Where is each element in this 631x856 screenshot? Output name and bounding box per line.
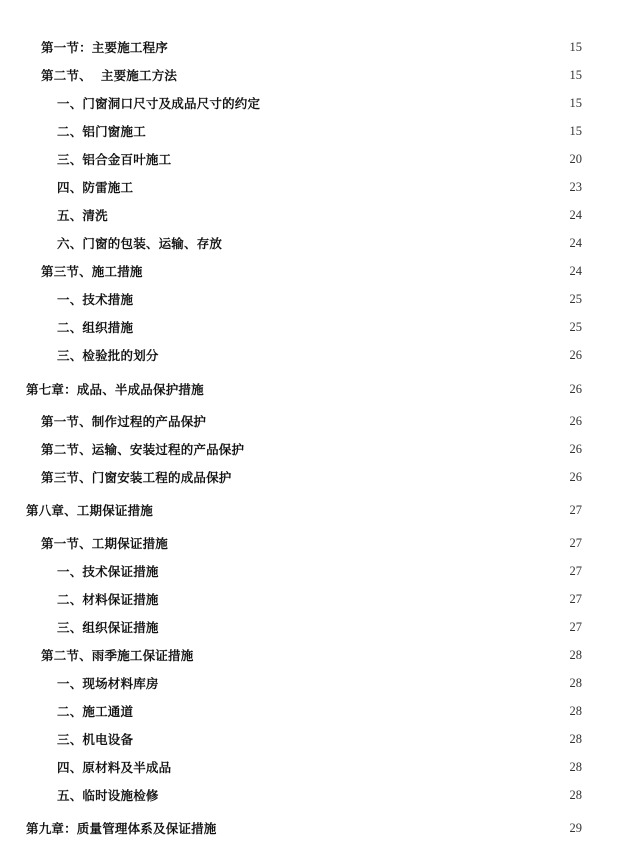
toc-page-number: 15	[569, 39, 582, 54]
toc-dot-leader	[248, 438, 566, 460]
toc-page-number: 26	[569, 441, 582, 456]
toc-entry[interactable]	[0, 344, 631, 366]
toc-entry-title: 六、门窗的包装、运输、存放	[57, 236, 223, 251]
toc-dot-leader	[226, 232, 566, 254]
toc-page-number: 28	[569, 647, 582, 662]
toc-dot-leader	[221, 817, 566, 839]
toc-entry[interactable]	[0, 92, 631, 114]
toc-page-number: 24	[569, 263, 582, 278]
toc-entry-title: 第九章：质量管理体系及保证措施	[26, 821, 217, 836]
toc-entry[interactable]	[0, 176, 631, 198]
toc-entry-title: 第一节、工期保证措施	[41, 536, 169, 551]
toc-entry-title: 二、施工通道	[57, 704, 134, 719]
toc-dot-leader	[163, 616, 566, 638]
toc-entry-title: 第二节、运输、安装过程的产品保护	[41, 442, 245, 457]
toc-entry-title: 二、材料保证措施	[57, 592, 159, 607]
toc-page-number: 20	[569, 151, 582, 166]
toc-dot-leader	[236, 466, 566, 488]
toc-entry[interactable]	[0, 260, 631, 282]
toc-dot-leader	[137, 316, 566, 338]
toc-dot-leader	[163, 588, 566, 610]
toc-dot-leader	[264, 92, 566, 114]
toc-entry-title: 第三节、施工措施	[41, 264, 143, 279]
toc-page-number: 27	[569, 563, 582, 578]
toc-entry[interactable]	[0, 204, 631, 226]
toc-dot-leader	[112, 204, 566, 226]
toc-page-number: 27	[569, 619, 582, 634]
toc-entry[interactable]	[0, 817, 631, 839]
toc-page-number: 27	[569, 502, 582, 517]
toc-page-number: 28	[569, 675, 582, 690]
toc-entry-title: 一、技术保证措施	[57, 564, 159, 579]
toc-dot-leader	[137, 700, 566, 722]
toc-entry-title: 五、临时设施检修	[57, 788, 159, 803]
toc-page-number: 25	[569, 291, 582, 306]
toc-entry-title: 一、现场材料库房	[57, 676, 159, 691]
toc-dot-leader	[137, 176, 566, 198]
toc-entry[interactable]	[0, 644, 631, 666]
toc-dot-leader	[163, 672, 566, 694]
toc-dot-leader	[208, 378, 566, 400]
toc-page-number: 26	[569, 469, 582, 484]
toc-entry-title: 第一节、制作过程的产品保护	[41, 414, 207, 429]
toc-page-number: 15	[569, 95, 582, 110]
toc-page-number: 26	[569, 347, 582, 362]
toc-dot-leader	[172, 532, 566, 554]
toc-entry[interactable]	[0, 672, 631, 694]
toc-entry[interactable]	[0, 316, 631, 338]
toc-entry[interactable]	[0, 148, 631, 170]
toc-entry-title: 四、防雷施工	[57, 180, 134, 195]
toc-entry-title: 三、机电设备	[57, 732, 134, 747]
toc-dot-leader	[137, 288, 566, 310]
toc-page-number: 15	[569, 67, 582, 82]
toc-dot-leader	[137, 728, 566, 750]
toc-entry[interactable]	[0, 728, 631, 750]
toc-entry[interactable]	[0, 499, 631, 521]
toc-entry-title: 第七章：成品、半成品保护措施	[26, 382, 204, 397]
toc-dot-leader	[147, 260, 566, 282]
toc-entry-title: 一、技术措施	[57, 292, 134, 307]
toc-entry[interactable]	[0, 588, 631, 610]
toc-entry-title: 五、清洗	[57, 208, 108, 223]
toc-page-number: 29	[569, 820, 582, 835]
toc-entry[interactable]	[0, 700, 631, 722]
toc-dot-leader	[175, 148, 566, 170]
toc-dot-leader	[157, 499, 566, 521]
toc-page-number: 27	[569, 535, 582, 550]
toc-page-number: 23	[569, 179, 582, 194]
toc-entry-title: 第八章、工期保证措施	[26, 503, 154, 518]
toc-entry-title: 第二节、 主要施工方法	[41, 68, 178, 83]
toc-entry-title: 四、原材料及半成品	[57, 760, 172, 775]
toc-entry[interactable]	[0, 64, 631, 86]
toc-dot-leader	[163, 344, 566, 366]
toc-dot-leader	[172, 36, 566, 58]
toc-entry[interactable]	[0, 438, 631, 460]
toc-page-number: 26	[569, 381, 582, 396]
toc-dot-leader	[163, 784, 566, 806]
toc-page-number: 28	[569, 731, 582, 746]
toc-dot-leader	[210, 410, 566, 432]
toc-page-number: 28	[569, 787, 582, 802]
toc-entry-title: 二、组织措施	[57, 320, 134, 335]
toc-entry-title: 第三节、门窗安装工程的成品保护	[41, 470, 232, 485]
toc-entry[interactable]	[0, 120, 631, 142]
toc-entry[interactable]	[0, 288, 631, 310]
toc-dot-leader	[163, 560, 566, 582]
toc-entry[interactable]	[0, 560, 631, 582]
toc-entry-title: 第二节、雨季施工保证措施	[41, 648, 194, 663]
toc-entry-title: 第一节：主要施工程序	[41, 40, 169, 55]
toc-entry[interactable]	[0, 232, 631, 254]
toc-entry[interactable]	[0, 410, 631, 432]
toc-page-number: 15	[569, 123, 582, 138]
toc-entry[interactable]	[0, 466, 631, 488]
toc-entry[interactable]	[0, 784, 631, 806]
toc-dot-leader	[181, 64, 566, 86]
toc-entry[interactable]	[0, 36, 631, 58]
toc-dot-leader	[197, 644, 566, 666]
toc-entry-title: 一、门窗洞口尺寸及成品尺寸的约定	[57, 96, 261, 111]
toc-page-number: 24	[569, 235, 582, 250]
toc-entry[interactable]	[0, 616, 631, 638]
toc-page-number: 28	[569, 759, 582, 774]
toc-page-number: 27	[569, 591, 582, 606]
toc-entry[interactable]	[0, 532, 631, 554]
toc-entry-title: 三、铝合金百叶施工	[57, 152, 172, 167]
toc-entry-title: 三、检验批的划分	[57, 348, 159, 363]
toc-page-number: 26	[569, 413, 582, 428]
toc-entry-title: 三、组织保证措施	[57, 620, 159, 635]
toc-page-number: 25	[569, 319, 582, 334]
toc-dot-leader	[175, 756, 566, 778]
toc-dot-leader	[150, 120, 566, 142]
toc-page-number: 28	[569, 703, 582, 718]
toc-entry[interactable]	[0, 756, 631, 778]
toc-entry-title: 二、铝门窗施工	[57, 124, 146, 139]
toc-entry[interactable]	[0, 378, 631, 400]
toc-page-number: 24	[569, 207, 582, 222]
